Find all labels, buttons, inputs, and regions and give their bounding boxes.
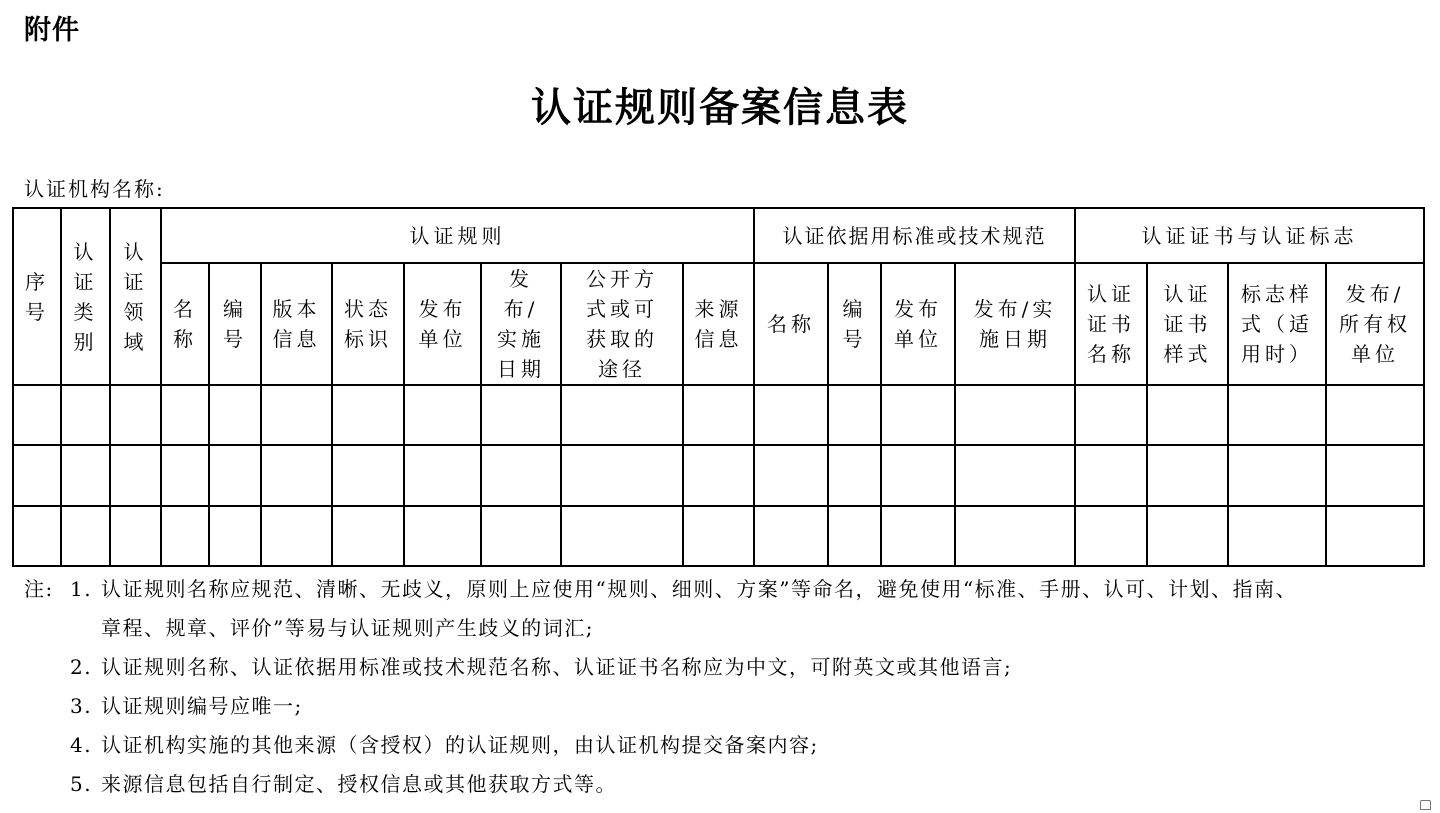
header-std-number: 编号 [828,263,881,385]
table-cell[interactable] [1326,385,1424,445]
table-cell[interactable] [561,385,683,445]
notes-lead: 注: [24,577,54,601]
header-owner-unit: 发布/所有权单位 [1326,263,1424,385]
table-cell[interactable] [1326,445,1424,506]
table-cell[interactable] [61,385,110,445]
header-row-groups [13,208,1424,263]
table-cell[interactable] [13,506,61,566]
page-title: 认证规则备案信息表 [531,84,909,131]
org-name-label: 认证机构名称: [24,177,165,201]
table-cell[interactable] [110,445,161,506]
table-cell[interactable] [683,506,754,566]
header-std-date: 发布/实施日期 [955,263,1075,385]
table-cell[interactable] [332,385,404,445]
table-cell[interactable] [110,385,161,445]
table-cell[interactable] [881,445,955,506]
header-mark-style: 标志样式（适用时） [1228,263,1326,385]
table-cell[interactable] [404,506,481,566]
table-cell[interactable] [261,385,332,445]
table-cell[interactable] [1228,506,1326,566]
table-cell[interactable] [955,385,1075,445]
header-rule-number: 编号 [209,263,261,385]
table-cell[interactable] [828,506,881,566]
table-cell[interactable] [13,445,61,506]
table-cell[interactable] [754,506,828,566]
table-cell[interactable] [481,445,561,506]
header-std-publisher: 发布单位 [881,263,955,385]
clipboard-icon [1420,800,1431,810]
table-cell[interactable] [881,385,955,445]
table-cell[interactable] [828,445,881,506]
table-cell[interactable] [332,506,404,566]
header-category: 认证类别 [61,208,110,385]
header-rule-publisher: 发布单位 [404,263,481,385]
header-std-name: 名称 [754,263,828,385]
table-cell[interactable] [683,385,754,445]
table-cell[interactable] [161,445,209,506]
table-row [13,506,1424,566]
table-cell[interactable] [261,445,332,506]
header-rule-status: 状态标识 [332,263,404,385]
table-cell[interactable] [481,385,561,445]
table-cell[interactable] [1228,385,1326,445]
table-cell[interactable] [683,445,754,506]
table-cell[interactable] [1228,445,1326,506]
table-cell[interactable] [261,506,332,566]
header-row-columns [13,263,1424,385]
table-cell[interactable] [1147,445,1228,506]
header-rule-version: 版本信息 [261,263,332,385]
header-seq: 序号 [13,208,61,385]
table-cell[interactable] [955,445,1075,506]
table-cell[interactable] [1147,506,1228,566]
table-cell[interactable] [332,445,404,506]
table-cell[interactable] [754,385,828,445]
table-cell[interactable] [61,506,110,566]
table-row [13,445,1424,506]
header-cert-style: 认证证书样式 [1147,263,1228,385]
header-rule-source: 来源信息 [683,263,754,385]
table-cell[interactable] [1075,506,1147,566]
table-cell[interactable] [13,385,61,445]
table-cell[interactable] [828,385,881,445]
table-cell[interactable] [754,445,828,506]
header-rule-date: 发布/实施日期 [481,263,561,385]
table-cell[interactable] [1075,445,1147,506]
table-cell[interactable] [404,385,481,445]
table-cell[interactable] [1326,506,1424,566]
table-cell[interactable] [561,445,683,506]
table-cell[interactable] [61,445,110,506]
filing-info-table [12,207,1425,567]
table-cell[interactable] [209,445,261,506]
header-field: 认证领域 [110,208,161,385]
table-cell[interactable] [161,385,209,445]
header-rule-name: 名称 [161,263,209,385]
table-cell[interactable] [110,506,161,566]
attachment-label: 附件 [24,15,80,46]
header-cert-name: 认证证书名称 [1075,263,1147,385]
table-row [13,385,1424,445]
table-cell[interactable] [1075,385,1147,445]
table-cell[interactable] [881,506,955,566]
header-rule-access: 公开方式或可获取的途径 [561,263,683,385]
table-cell[interactable] [1147,385,1228,445]
table-cell[interactable] [404,445,481,506]
table-cell[interactable] [481,506,561,566]
table-cell[interactable] [209,506,261,566]
group-header-standards: 认证依据用标准或技术规范 [754,208,1075,263]
table-cell[interactable] [161,506,209,566]
table-cell[interactable] [561,506,683,566]
table-cell[interactable] [955,506,1075,566]
group-header-rules: 认证规则 [161,208,754,263]
group-header-certificate: 认证证书与认证标志 [1075,208,1424,263]
table-cell[interactable] [209,385,261,445]
